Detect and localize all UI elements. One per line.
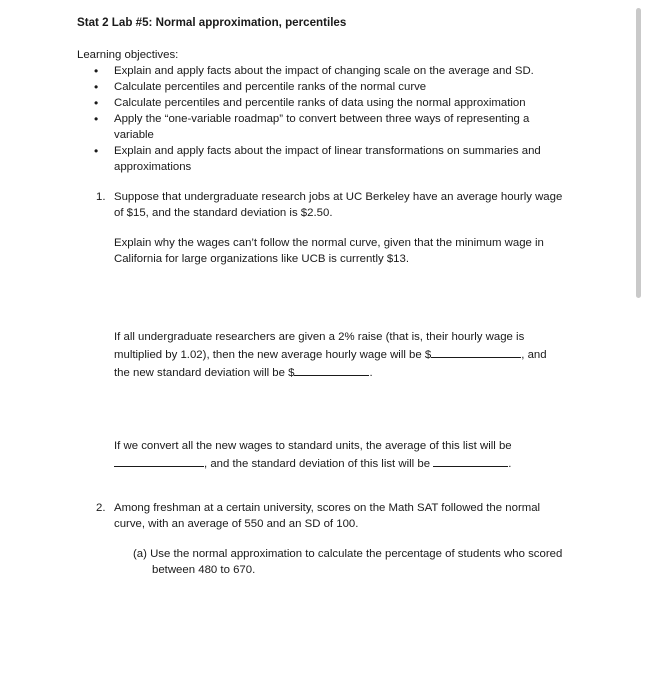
objectives-list xyxy=(77,63,557,175)
question-1-raise: If all undergraduate researchers are given a 2% raise (that is, their hourly wage is multiplied by 1.02), then the new average hourly wage will be $ , and the new standard deviation will be $ . xyxy=(114,331,547,379)
scrollbar-thumb[interactable] xyxy=(636,8,641,298)
bullet-icon: • xyxy=(94,144,99,158)
list-item: • Explain and apply facts about the impact of linear transformations on summaries and approximations xyxy=(94,144,541,173)
list-item: • Apply the “one-variable roadmap” to convert between three ways of representing a variable xyxy=(94,112,530,141)
sd-su-blank[interactable] xyxy=(433,454,508,467)
bullet-icon: • xyxy=(94,96,99,110)
question-1-explain: Explain why the wages can’t follow the normal curve, given that the minimum wage in California for large organizations like UCB is currently $13. xyxy=(114,237,544,265)
question-1-number: 1. xyxy=(96,191,106,203)
question-2-number: 2. xyxy=(96,502,106,514)
list-item: • Explain and apply facts about the impact of changing scale on the average and SD. xyxy=(94,64,534,78)
bullet-icon: • xyxy=(94,80,99,94)
sd-wage-blank[interactable] xyxy=(294,363,369,376)
vertical-scrollbar[interactable] xyxy=(635,0,641,700)
page-title: Stat 2 Lab #5: Normal approximation, percentiles xyxy=(77,16,347,29)
average-su-blank[interactable] xyxy=(114,454,204,467)
list-item: • Calculate percentiles and percentile ranks of data using the normal approximation xyxy=(94,96,526,110)
question-2-text: Among freshman at a certain university, scores on the Math SAT followed the normal curve, with an average of 550 and an SD of 100. xyxy=(114,502,541,530)
list-item: • Calculate percentiles and percentile ranks of the normal curve xyxy=(94,80,427,94)
question-2a: (a) Use the normal approximation to calculate the percentage of students who scored between 480 to 670. xyxy=(133,548,563,576)
bullet-icon: • xyxy=(94,64,99,78)
average-wage-blank[interactable] xyxy=(431,345,521,358)
bullet-icon: • xyxy=(94,112,99,126)
objectives-heading: Learning objectives: xyxy=(77,49,179,61)
question-1-text: Suppose that undergraduate research jobs at UC Berkeley have an average hourly wage of $15, and the standard deviation is $2.50. xyxy=(114,191,563,219)
question-1-standard-units: If we convert all the new wages to standard units, the average of this list will be , and the standard deviation of this list will be . xyxy=(114,440,512,470)
